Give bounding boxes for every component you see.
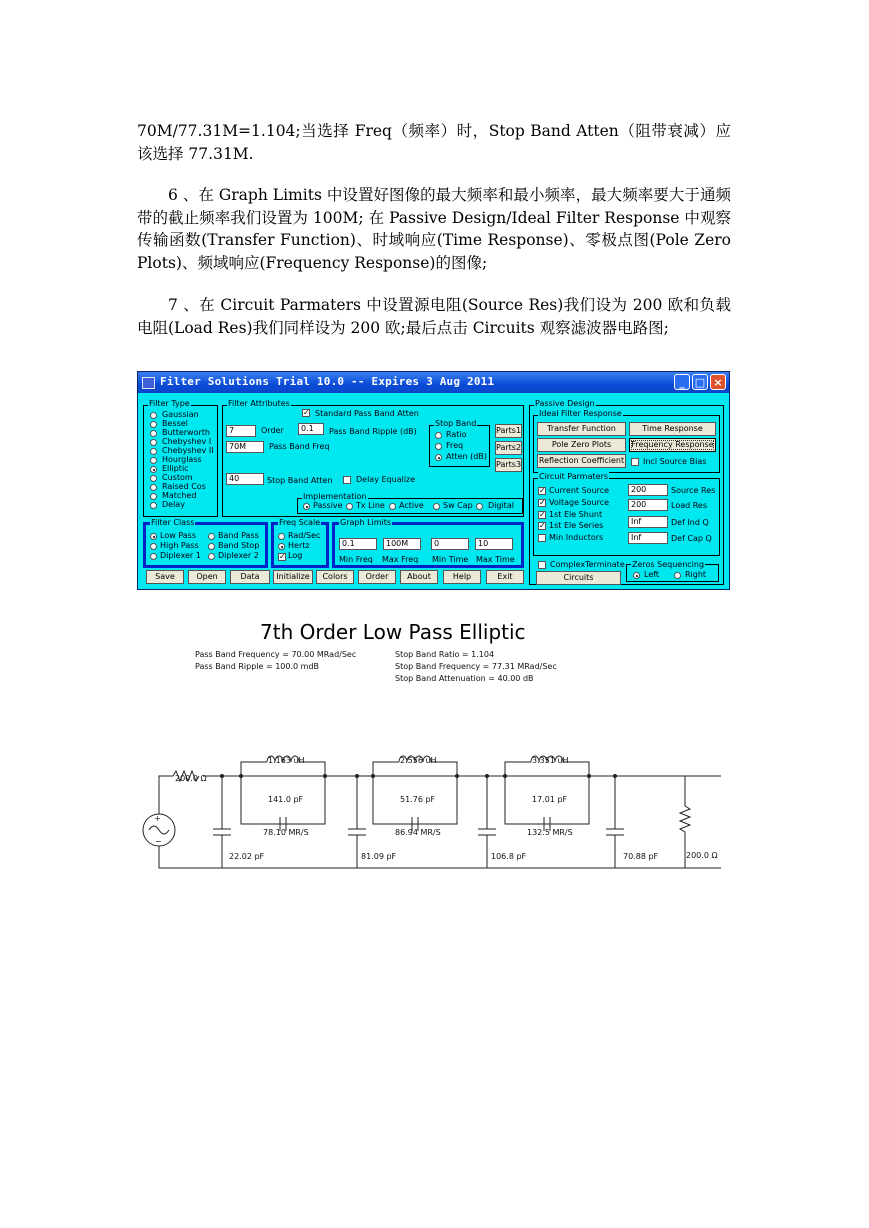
plus-sign: + [154, 814, 161, 823]
digital-label: Digital [488, 501, 514, 510]
incl-source-bias-checkbox[interactable] [631, 458, 639, 466]
hertz-label: Hertz [288, 541, 310, 550]
resonator-box-1 [241, 762, 325, 824]
voltage-source-checkbox[interactable]: ✓ [539, 498, 546, 507]
resonance-2-value: 86.94 MR/S [395, 828, 441, 837]
radio-left[interactable] [633, 572, 640, 579]
def-ind-q-input[interactable]: Inf [628, 516, 668, 528]
stop-band-frequency-text: Stop Band Frequency = 77.31 MRad/Sec [395, 662, 557, 671]
ratio-label: Ratio [446, 430, 467, 439]
circuit-figure [137, 618, 731, 880]
current-source-label: Current Source [549, 486, 610, 495]
first-ele-series-checkbox[interactable]: ✓ [539, 521, 546, 530]
close-button[interactable]: × [710, 374, 726, 390]
pass-band-frequency-text: Pass Band Frequency = 70.00 MRad/Sec [195, 650, 357, 659]
radio-elliptic[interactable] [150, 466, 157, 473]
passive-design-group [529, 399, 724, 585]
radio-hertz[interactable] [278, 543, 285, 550]
parts1-button[interactable]: Parts1 [495, 424, 522, 438]
first-ele-shunt-checkbox[interactable]: ✓ [539, 510, 546, 519]
resonance-3-value: 132.5 MR/S [527, 828, 573, 837]
source-res-label: Source Res [671, 486, 716, 495]
matched-label: Matched [162, 491, 197, 500]
diplexer-2-label: Diplexer 2 [218, 551, 259, 560]
zeros-sequencing-group [626, 560, 719, 582]
delay-equalize-label: Delay Equalize [356, 475, 416, 484]
implementation-group [297, 492, 523, 514]
complex-terminate-checkbox[interactable] [538, 561, 546, 569]
radio-rad-sec[interactable] [278, 533, 285, 540]
chebyshev-2-label: Chebyshev II [162, 446, 214, 455]
parallel-cap-2-value: 51.76 pF [400, 795, 436, 804]
load-res-label: Load Res [671, 501, 708, 510]
exit-button[interactable]: Exit [486, 570, 524, 584]
radio-right[interactable] [674, 572, 681, 579]
incl-source-bias-label: Incl Source Bias [643, 457, 707, 466]
parallel-cap-1-value: 141.0 pF [268, 795, 304, 804]
hourglass-label: Hourglass [162, 455, 202, 464]
min-freq-label: Min Freq [339, 555, 373, 564]
shunt-cap-2-value: 81.09 pF [361, 852, 397, 861]
filter-attributes-group [222, 399, 524, 517]
minus-sign: − [155, 837, 162, 846]
freq-scale-group [271, 518, 329, 568]
diplexer-1-label: Diplexer 1 [160, 551, 201, 560]
about-button[interactable]: About [400, 570, 438, 584]
max-time-label: Max Time [476, 555, 515, 564]
parallel-cap-3-value: 17.01 pF [532, 795, 568, 804]
filter-solutions-window [137, 371, 730, 590]
radio-passive[interactable] [303, 503, 310, 510]
reflection-coefficient-button[interactable]: Reflection Coefficient [537, 454, 626, 468]
radio-ratio[interactable] [435, 432, 442, 439]
radio-tx-line[interactable] [346, 503, 353, 510]
load-res-value: 200.0 Ω [686, 851, 718, 860]
pole-zero-plots-button[interactable]: Pole Zero Plots [537, 438, 626, 452]
atten-db-label: Atten (dB) [446, 452, 487, 461]
initialize-button[interactable]: Initialize [273, 570, 313, 584]
custom-label: Custom [162, 473, 193, 482]
radio-freq[interactable] [435, 443, 442, 450]
node-dot [613, 774, 617, 778]
left-label: Left [644, 570, 660, 579]
node-dot [355, 774, 359, 778]
shunt-cap-4 [606, 776, 624, 868]
radio-gaussian[interactable] [150, 412, 157, 419]
maximize-button[interactable]: □ [692, 374, 708, 390]
node-dot [371, 774, 375, 778]
first-ele-shunt-label: 1st Ele Shunt [549, 510, 603, 519]
resonance-1-value: 78.10 MR/S [263, 828, 309, 837]
bessel-label: Bessel [162, 419, 188, 428]
radio-active[interactable] [389, 503, 396, 510]
stop-band-attenuation-text: Stop Band Attenuation = 40.00 dB [395, 674, 534, 683]
source-top-wire [159, 776, 173, 814]
standard-pass-band-atten-label: Standard Pass Band Atten [315, 409, 419, 418]
stop-band-atten-label: Stop Band Atten [267, 476, 333, 485]
order-button[interactable]: Order [358, 570, 396, 584]
inductor-3-value: 3.351 uH [532, 756, 569, 765]
shunt-cap-4-value: 70.88 pF [623, 852, 659, 861]
high-pass-label: High Pass [160, 541, 199, 550]
max-freq-input[interactable]: 100M [383, 538, 421, 550]
load-res-input[interactable]: 200 [628, 499, 668, 511]
pass-band-freq-label: Pass Band Freq [269, 442, 330, 451]
inductor-2-value: 2.556 uH [400, 756, 437, 765]
gaussian-label: Gaussian [162, 410, 199, 419]
pass-band-freq-input[interactable]: 70M [226, 441, 264, 453]
circuit-schematic [137, 618, 731, 880]
radio-band-stop[interactable] [208, 543, 215, 550]
tx-line-label: Tx Line [356, 501, 385, 510]
min-inductors-checkbox[interactable] [538, 534, 546, 542]
source-res-input[interactable]: 200 [628, 484, 668, 496]
order-label: Order [261, 426, 284, 435]
parts2-button[interactable]: Parts2 [495, 441, 522, 455]
filter-attributes-label: Filter Attributes [228, 399, 290, 408]
data-button[interactable]: Data [230, 570, 270, 584]
shunt-cap-3-value: 106.8 pF [491, 852, 527, 861]
app-icon [142, 377, 155, 389]
sine-symbol [149, 826, 169, 834]
node-dot [220, 774, 224, 778]
min-freq-input[interactable]: 0.1 [339, 538, 377, 550]
passive-design-label: Passive Design [535, 399, 595, 408]
filter-type-label: Filter Type [149, 399, 190, 408]
min-time-input[interactable]: 0 [431, 538, 469, 550]
node-dot [587, 774, 591, 778]
colors-button[interactable]: Colors [316, 570, 354, 584]
circuit-parameters-group [533, 472, 720, 556]
radio-band-pass[interactable] [208, 533, 215, 540]
window-title: Filter Solutions Trial 10.0 -- Expires 3 Aug 2011 [160, 375, 495, 388]
radio-delay[interactable] [150, 502, 157, 509]
ideal-filter-response-group [533, 409, 720, 473]
band-pass-label: Band Pass [218, 531, 259, 540]
elliptic-label: Elliptic [162, 464, 189, 473]
max-time-input[interactable]: 10 [475, 538, 513, 550]
raised-cos-label: Raised Cos [162, 482, 206, 491]
standard-pass-band-atten-checkbox[interactable]: ✓ [303, 408, 310, 417]
radio-digital[interactable] [476, 503, 483, 510]
help-button[interactable]: Help [443, 570, 481, 584]
delay-equalize-checkbox[interactable] [343, 476, 351, 484]
radio-atten-db[interactable] [435, 454, 442, 461]
right-label: Right [685, 570, 707, 579]
freq-label: Freq [446, 441, 464, 450]
title-bar [138, 372, 729, 393]
radio-chebyshev-1[interactable] [150, 439, 157, 446]
node-dot [503, 774, 507, 778]
passive-label: Passive [313, 501, 343, 510]
radio-chebyshev-2[interactable] [150, 448, 157, 455]
paragraph-stopband: 70M/77.31M=1.104;当选择 Freq（频率）时，Stop Band Atten（阻带衰减）应该选择 77.31M. [137, 122, 731, 163]
order-input[interactable]: 7 [226, 425, 256, 437]
source-res-value: 200.0 Ω [175, 774, 207, 783]
radio-bessel[interactable] [150, 421, 157, 428]
implementation-label: Implementation [303, 492, 367, 501]
radio-diplexer-1[interactable] [150, 553, 157, 560]
stop-band-atten-input[interactable]: 40 [226, 473, 264, 485]
open-button[interactable]: Open [188, 570, 226, 584]
chebyshev-1-label: Chebyshev I [162, 437, 212, 446]
radio-diplexer-2[interactable] [208, 553, 215, 560]
radio-matched[interactable] [150, 493, 157, 500]
node-dot [485, 774, 489, 778]
pass-band-ripple-text: Pass Band Ripple = 100.0 mdB [195, 662, 320, 671]
graph-limits-group [332, 518, 524, 568]
radio-custom[interactable] [150, 475, 157, 482]
low-pass-label: Low Pass [160, 531, 196, 540]
paragraph-graph-limits: 6 、在 Graph Limits 中设置好图像的最大频率和最小频率，最大频率要大于通频带的截止频率我们设置为 100M; 在 Passive Design/Ideal Filter Response 中观察传输函数(Transfer Function)、时域响应(Time Response)、零极点图(Pole Zero Plots)、频域响应(Frequency Response)的图像; [137, 186, 731, 272]
butterworth-label: Butterworth [162, 428, 210, 437]
radio-sw-cap[interactable] [433, 503, 440, 510]
freq-scale-label: Freq Scale [279, 518, 321, 527]
stop-band-group [429, 419, 490, 467]
band-stop-label: Band Stop [218, 541, 260, 550]
save-button[interactable]: Save [146, 570, 184, 584]
max-freq-label: Max Freq [382, 555, 419, 564]
transfer-function-button[interactable]: Transfer Function [537, 422, 626, 436]
paragraph-circuit-parameters: 7 、在 Circuit Parmaters 中设置源电阻(Source Res)我们设为 200 欧和负载电阻(Load Res)我们同样设为 200 欧;最后点击 Circuits 观察滤波器电路图; [137, 296, 731, 337]
radio-high-pass[interactable] [150, 543, 157, 550]
def-cap-q-label: Def Cap Q [671, 534, 712, 543]
ideal-filter-response-label: Ideal Filter Response [539, 409, 622, 418]
circuit-parameters-label: Circuit Parmaters [539, 472, 609, 481]
delay-label: Delay [162, 500, 185, 509]
min-time-label: Min Time [432, 555, 469, 564]
voltage-source-label: Voltage Source [549, 498, 610, 507]
min-inductors-label: Min Inductors [549, 533, 604, 542]
filter-class-label: Filter Class [151, 518, 195, 527]
node-dot [239, 774, 243, 778]
node-dot [323, 774, 327, 778]
sw-cap-label: Sw Cap [443, 501, 473, 510]
radio-butterworth[interactable] [150, 430, 157, 437]
circuit-title: 7th Order Low Pass Elliptic [260, 620, 526, 644]
inductor-1-value: 1.163 uH [268, 756, 305, 765]
active-label: Active [399, 501, 424, 510]
resonator-box-3 [505, 762, 589, 824]
def-ind-q-label: Def Ind Q [671, 518, 709, 527]
radio-low-pass[interactable] [150, 533, 157, 540]
first-ele-series-label: 1st Ele Series [549, 521, 604, 530]
radio-raised-cos[interactable] [150, 484, 157, 491]
time-response-button[interactable]: Time Response [629, 422, 716, 436]
stop-band-ratio-text: Stop Band Ratio = 1.104 [395, 650, 495, 659]
filter-type-group [143, 399, 218, 517]
filter-class-group [143, 518, 268, 568]
parts3-button[interactable]: Parts3 [495, 458, 522, 472]
frequency-response-button[interactable]: Frequency Response [629, 438, 716, 452]
resonator-box-2 [373, 762, 457, 824]
current-source-checkbox[interactable]: ✓ [539, 486, 546, 495]
log-label: Log [288, 551, 303, 560]
rad-sec-label: Rad/Sec [288, 531, 321, 540]
log-checkbox[interactable]: ✓ [279, 552, 286, 561]
graph-limits-label: Graph Limits [340, 518, 392, 527]
ripple-input[interactable]: 0.1 [298, 423, 324, 435]
minimize-button[interactable]: _ [674, 374, 690, 390]
def-cap-q-input[interactable]: Inf [628, 532, 668, 544]
complex-terminate-label: ComplexTerminate [550, 560, 625, 569]
node-dot [455, 774, 459, 778]
ripple-label: Pass Band Ripple (dB) [329, 427, 417, 436]
shunt-cap-1-value: 22.02 pF [229, 852, 265, 861]
stop-band-label: Stop Band [435, 419, 477, 428]
zeros-sequencing-label: Zeros Sequencing [632, 560, 705, 569]
circuits-button[interactable]: Circuits [536, 571, 621, 585]
radio-hourglass[interactable] [150, 457, 157, 464]
